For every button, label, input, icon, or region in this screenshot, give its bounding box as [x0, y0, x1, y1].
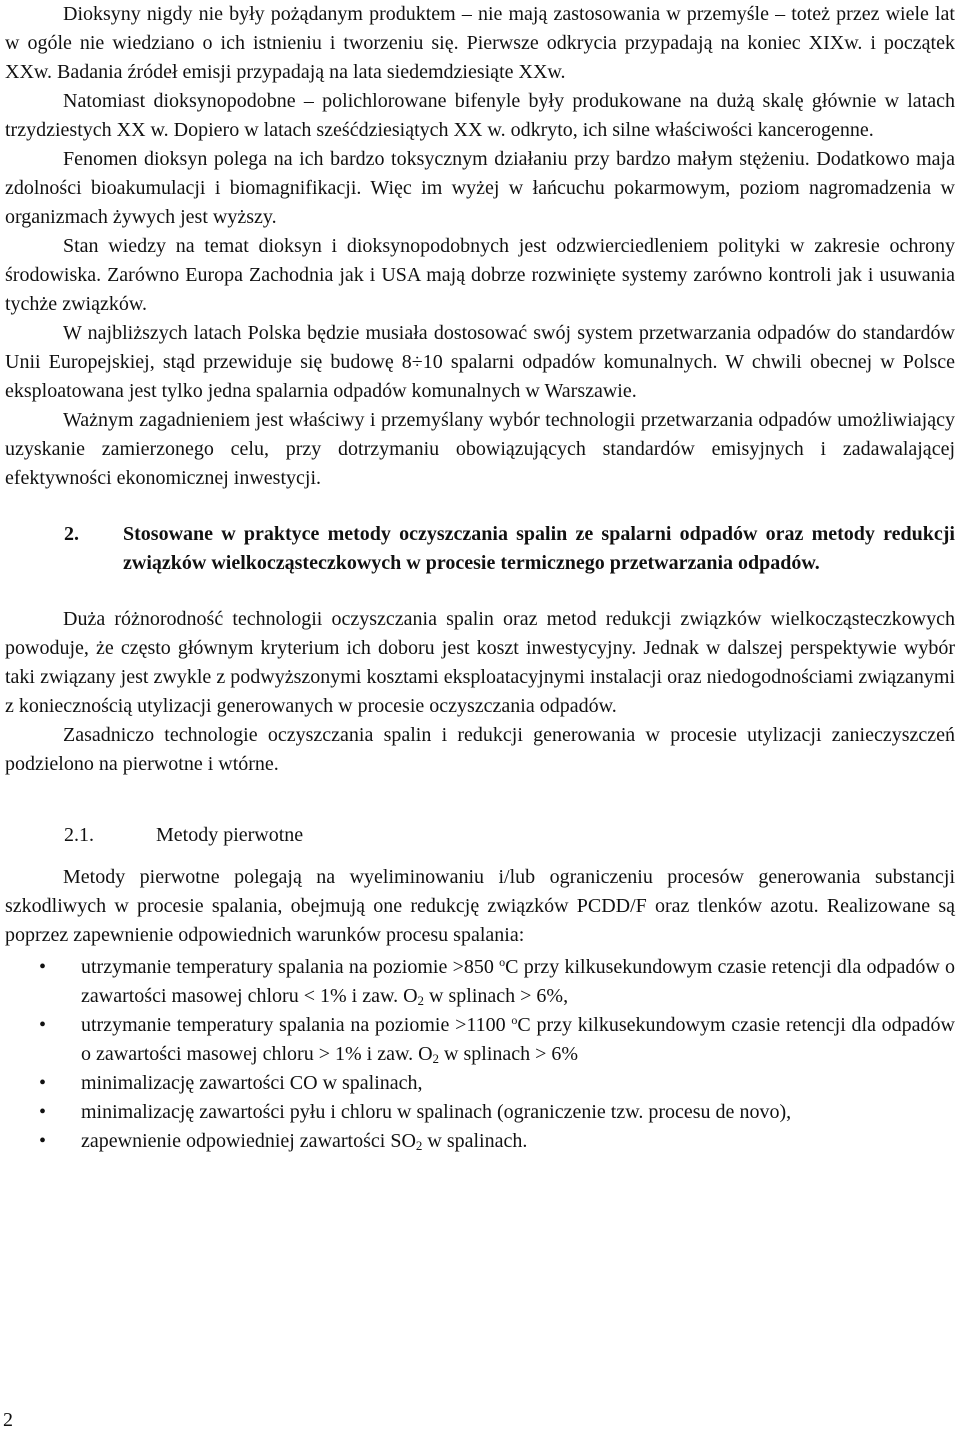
section-2-paragraph: Duża różnorodność technologii oczyszczania spalin oraz metod redukcji związków wielkocząsteczkowych powoduje, że często głównym kryterium ich doboru jest koszt inwestycyjny. Jednak w dalszej perspektywie wybór taki związany jest zwykle z podwyższonymi kosztami eksploatacyjnymi instalacji oraz niedogodnościami związanymi z koniecznością utylizacji generowanych w procesie oczyszczania odpadów. [5, 608, 955, 717]
list-item: • minimalizację zawartości CO w spalinach, [5, 1069, 955, 1098]
intro-paragraph: Fenomen dioksyn polega na ich bardzo toksycznym działaniu przy bardzo małym stężeniu. Dodatkowo maja zdolności bioakumulacji i biomagnifikacji. Więc im wyżej w łańcuchu pokarmowym, poziom nagromadzenia w organizmach żywych jest wyższy. [5, 148, 955, 228]
bullet-icon: • [39, 1072, 47, 1094]
intro-paragraph: Stan wiedzy na temat dioksyn i dioksynopodobnych jest odzwierciedleniem polityki w zakresie ochrony środowiska. Zarówno Europa Zachodnia jak i USA mają dobrze rozwinięte systemy zarówno kontroli jak i usuwania tychże związków. [5, 235, 955, 315]
bullet-icon: • [39, 1101, 47, 1123]
bullet-icon: • [39, 956, 47, 978]
page-number: 2 [3, 1409, 13, 1431]
intro-paragraph: Natomiast dioksynopodobne – polichlorowane bifenyle były produkowane na dużą skalę głównie w latach trzydziestych XX w. Dopiero w latach sześćdziesiątych XX w. odkryto, ich silne właściwości kancerogenne. [5, 90, 955, 141]
section-2-1-heading [5, 821, 955, 850]
list-item: • utrzymanie temperatury spalania na poziomie >1100 $^o$C przy kilkusekundowym czasie retencji dla odpadów o zawartości masowej chloru > 1% i zaw. $O_2$ w splinach > 6% [39, 1013, 956, 1066]
list-item: • utrzymanie temperatury spalania na poziomie >850 $^o$C przy kilkusekundowym czasie retencji dla odpadów o zawartości masowej chloru < 1% i zaw. $O_2$ w splinach > 6%, [39, 955, 955, 1008]
list-item: • zapewnienie odpowiedniej zawartości $SO_2$ w spalinach. [5, 1127, 955, 1156]
bullet-icon: • [39, 1014, 47, 1036]
section-2-1-number: 2.1. [64, 824, 94, 846]
intro-paragraph: Dioksyny nigdy nie były pożądanym produktem – nie mają zastosowania w przemyśle – toteż przez wiele lat w ogóle nie wiedziano o ich istnieniu i tworzeniu się. Pierwsze odkrycia przypadają na koniec XIXw. i początek XXw. Badania źródeł emisji przypadają na lata siedemdziesiąte XXw. [5, 3, 955, 83]
intro-paragraph: W najbliższych latach Polska będzie musiała dostosować swój system przetwarzania odpadów do standardów Unii Europejskiej, stąd przewiduje się budowę 8÷10 spalarni odpadów komunalnych. W chwili obecnej w Polsce eksploatowana jest tylko jedna spalarnia odpadów komunalnych w Warszawie. [5, 322, 955, 402]
section-2-1-paragraph: Metody pierwotne polegają na wyeliminowaniu i/lub ograniczeniu procesów generowania substancji szkodliwych w procesie spalania, obejmują one redukcję związków PCDD/F oraz tlenków azotu. Realizowane są poprzez zapewnienie odpowiednich warunków procesu spalania: [5, 866, 955, 946]
document-page [5, 0, 955, 1156]
intro-paragraph: Ważnym zagadnieniem jest właściwy i przemyślany wybór technologii przetwarzania odpadów umożliwiający uzyskanie zamierzonego celu, przy dotrzymaniu obowiązujących standardów emisyjnych i zadawalającej efektywności ekonomicznej inwestycji. [5, 409, 955, 489]
bullet-icon: • [39, 1130, 47, 1152]
section-2-title: Stosowane w praktyce metody oczyszczania spalin ze spalarni odpadów oraz metody redukcji związków wielkocząsteczkowych w procesie termicznego przetwarzania odpadów. [123, 523, 955, 574]
section-2-number: 2. [64, 523, 79, 545]
section-2-paragraph: Zasadniczo technologie oczyszczania spalin i redukcji generowania w procesie utylizacji zanieczyszczeń podzielono na pierwotne i wtórne. [5, 724, 955, 775]
section-2-1-title: Metody pierwotne [156, 824, 304, 846]
list-item: • minimalizację zawartości pyłu i chloru w spalinach (ograniczenie tzw. procesu de novo), [5, 1098, 955, 1127]
section-2-heading [5, 520, 955, 578]
conditions-list [5, 953, 955, 1156]
